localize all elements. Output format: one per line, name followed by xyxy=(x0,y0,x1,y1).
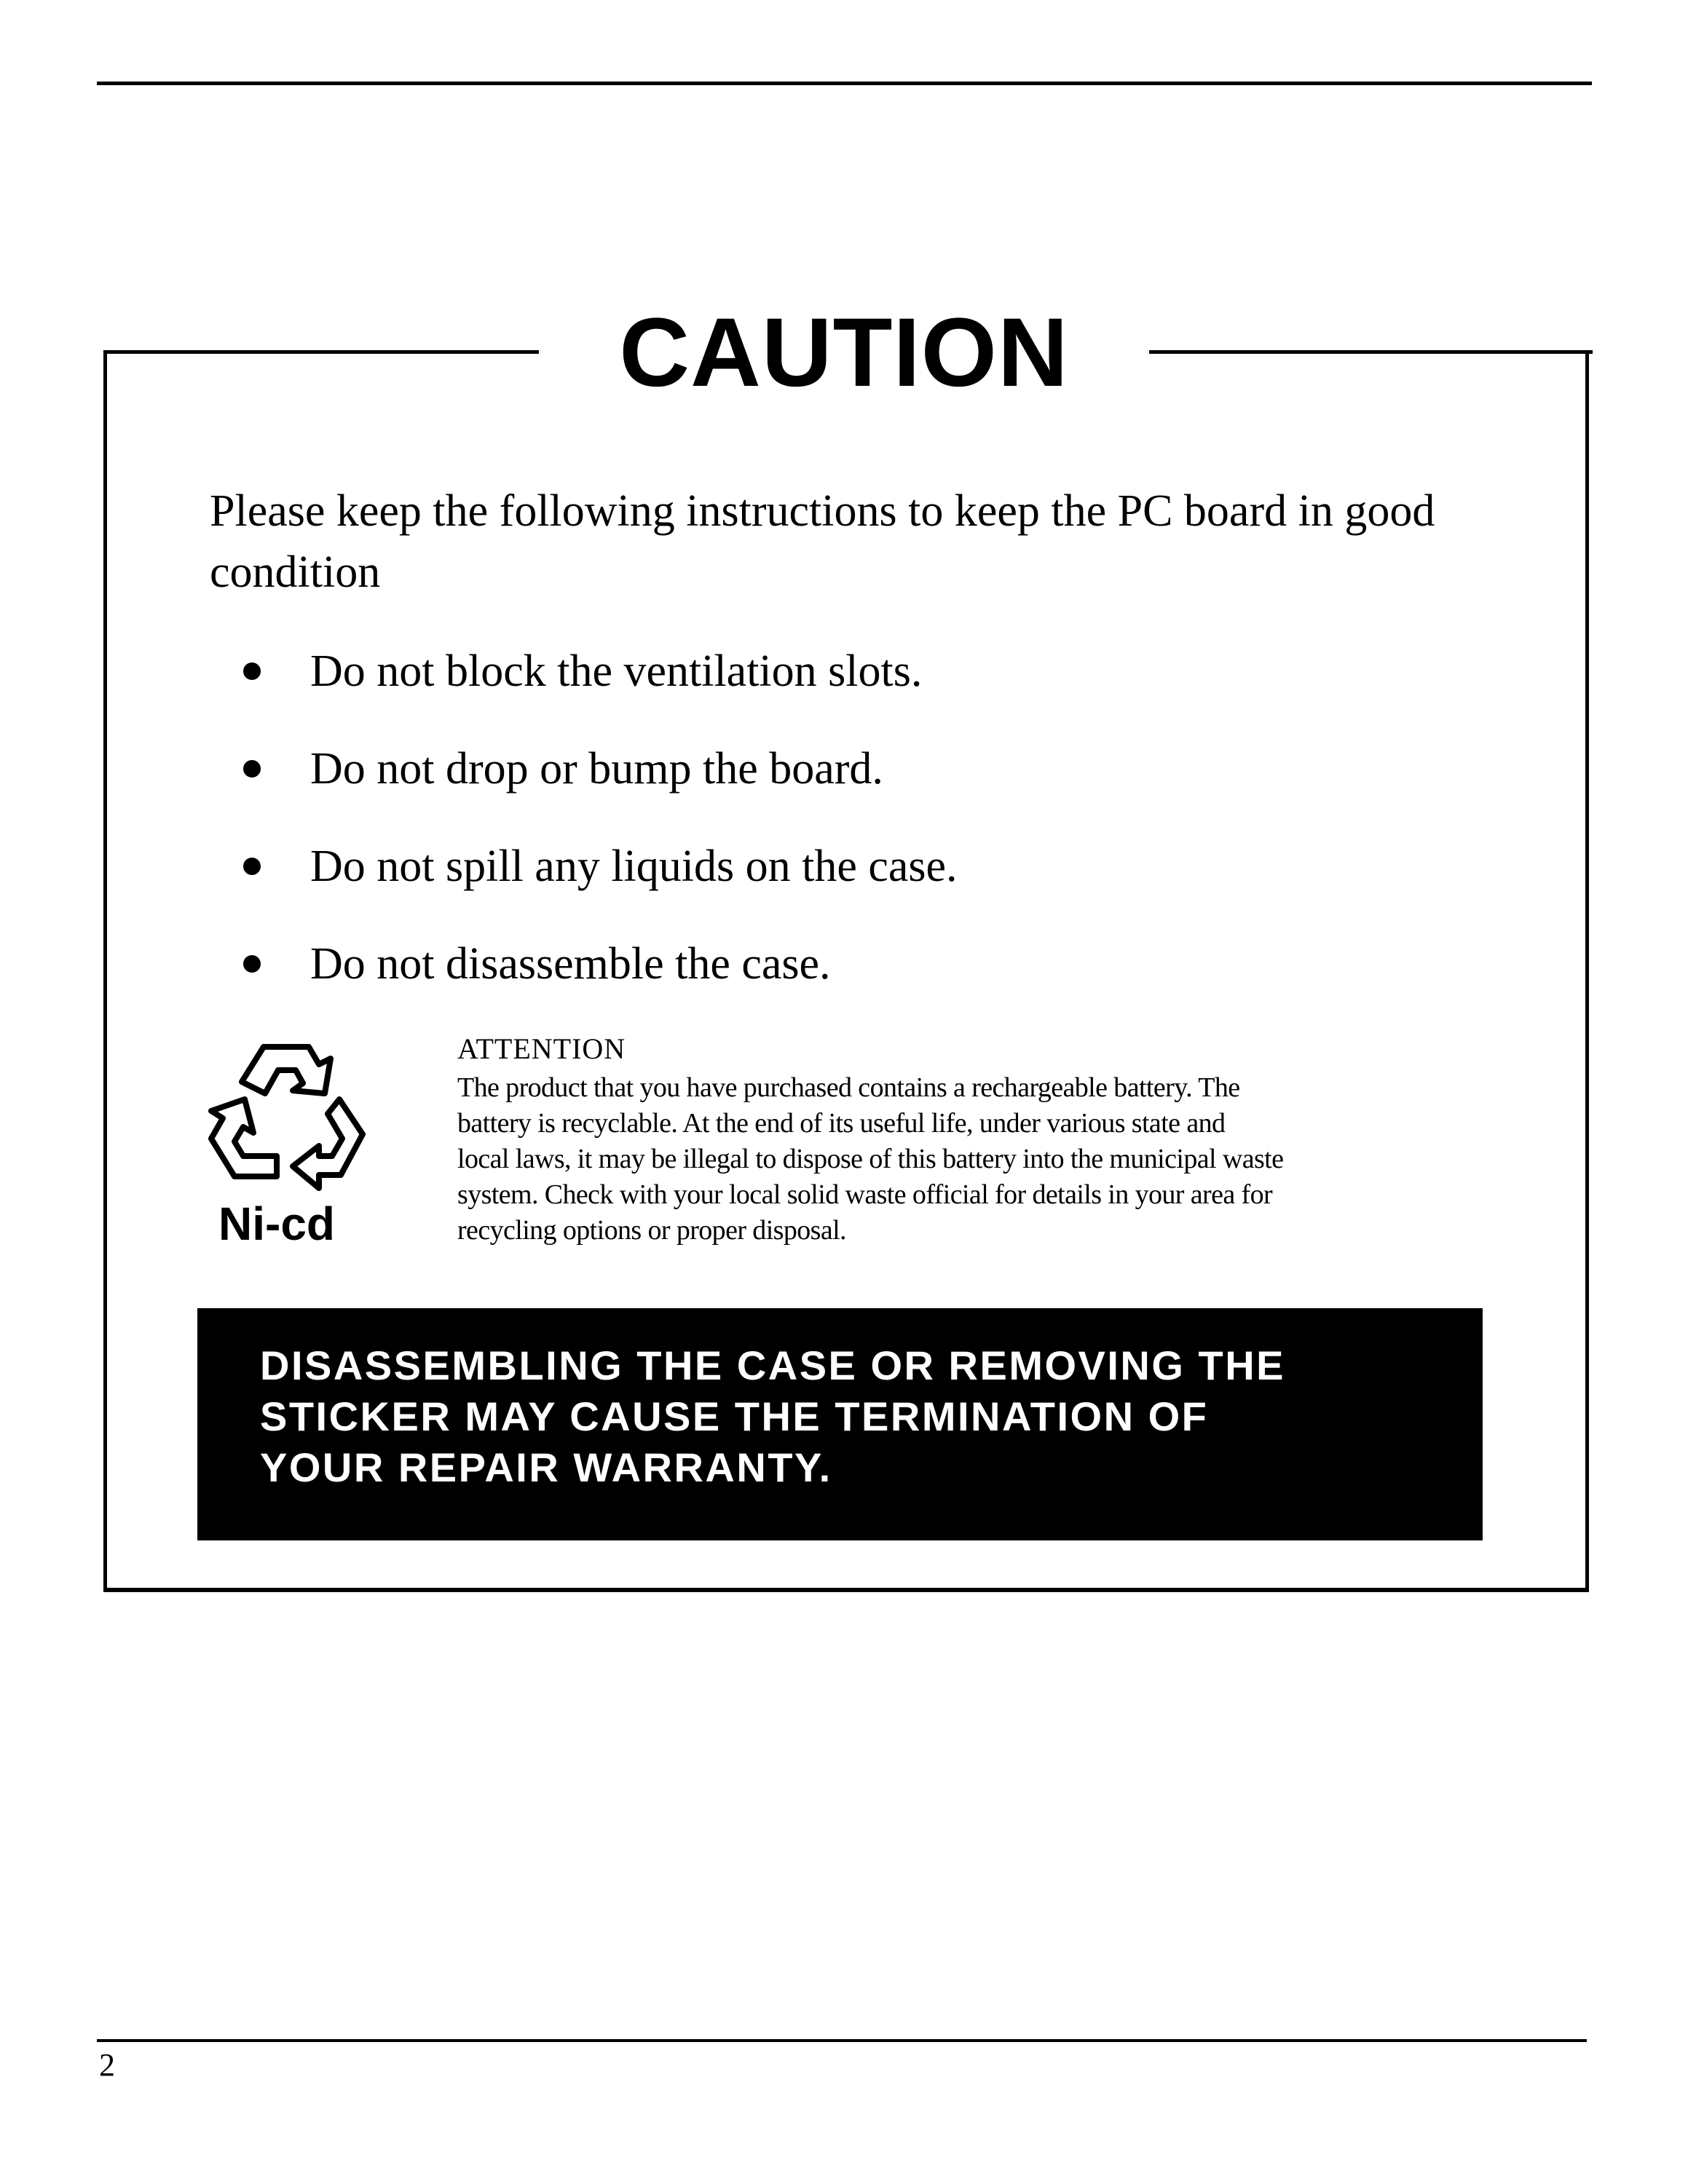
bullet-icon xyxy=(243,858,261,875)
caution-instruction-text: Do not disassemble the case. xyxy=(310,939,831,989)
caution-instruction-item xyxy=(210,738,1448,836)
warranty-warning-text xyxy=(260,1340,1469,1493)
attention-line: battery is recyclable. At the end of its useful life, under various state and xyxy=(457,1108,1226,1139)
bullet-icon xyxy=(243,662,261,680)
caution-instruction-item xyxy=(210,641,1448,738)
caution-intro: Please keep the following instructions to keep the PC board in good condition xyxy=(210,486,1435,597)
caution-instruction-text: Do not drop or bump the board. xyxy=(310,744,883,794)
caution-title: CAUTION xyxy=(619,298,1069,407)
attention-line: local laws, it may be illegal to dispose of this battery into the municipal waste xyxy=(457,1144,1284,1174)
attention-line: system. Check with your local solid waste official for details in your area for xyxy=(457,1179,1273,1210)
caution-instruction-item xyxy=(210,836,1448,933)
warranty-warning-line: STICKER MAY CAUSE THE TERMINATION OF xyxy=(260,1393,1209,1439)
caution-frame-top-right-rule xyxy=(1149,350,1593,354)
warranty-warning-line: YOUR REPAIR WARRANTY. xyxy=(260,1444,832,1490)
battery-type-label: Ni-cd xyxy=(218,1198,335,1250)
caution-instruction-text: Do not spill any liquids on the case. xyxy=(310,842,958,891)
attention-heading: ATTENTION xyxy=(457,1032,626,1065)
attention-line: The product that you have purchased contains a rechargeable battery. The xyxy=(457,1072,1240,1103)
attention-body xyxy=(457,1070,1433,1249)
footer-rule xyxy=(97,2039,1587,2042)
caution-frame-top-left-rule xyxy=(103,350,539,354)
recycle-icon xyxy=(202,1032,374,1198)
caution-instruction-item xyxy=(210,933,1448,1031)
top-rule xyxy=(97,82,1592,85)
caution-instruction-text: Do not block the ventilation slots. xyxy=(310,646,923,696)
bullet-icon xyxy=(243,955,261,973)
caution-instruction-list xyxy=(210,641,1448,1031)
warranty-warning-banner xyxy=(197,1308,1483,1540)
attention-line: recycling options or proper disposal. xyxy=(457,1215,846,1246)
page-number: 2 xyxy=(99,2047,115,2083)
warranty-warning-line: DISASSEMBLING THE CASE OR REMOVING THE xyxy=(260,1342,1285,1388)
bullet-icon xyxy=(243,760,261,778)
